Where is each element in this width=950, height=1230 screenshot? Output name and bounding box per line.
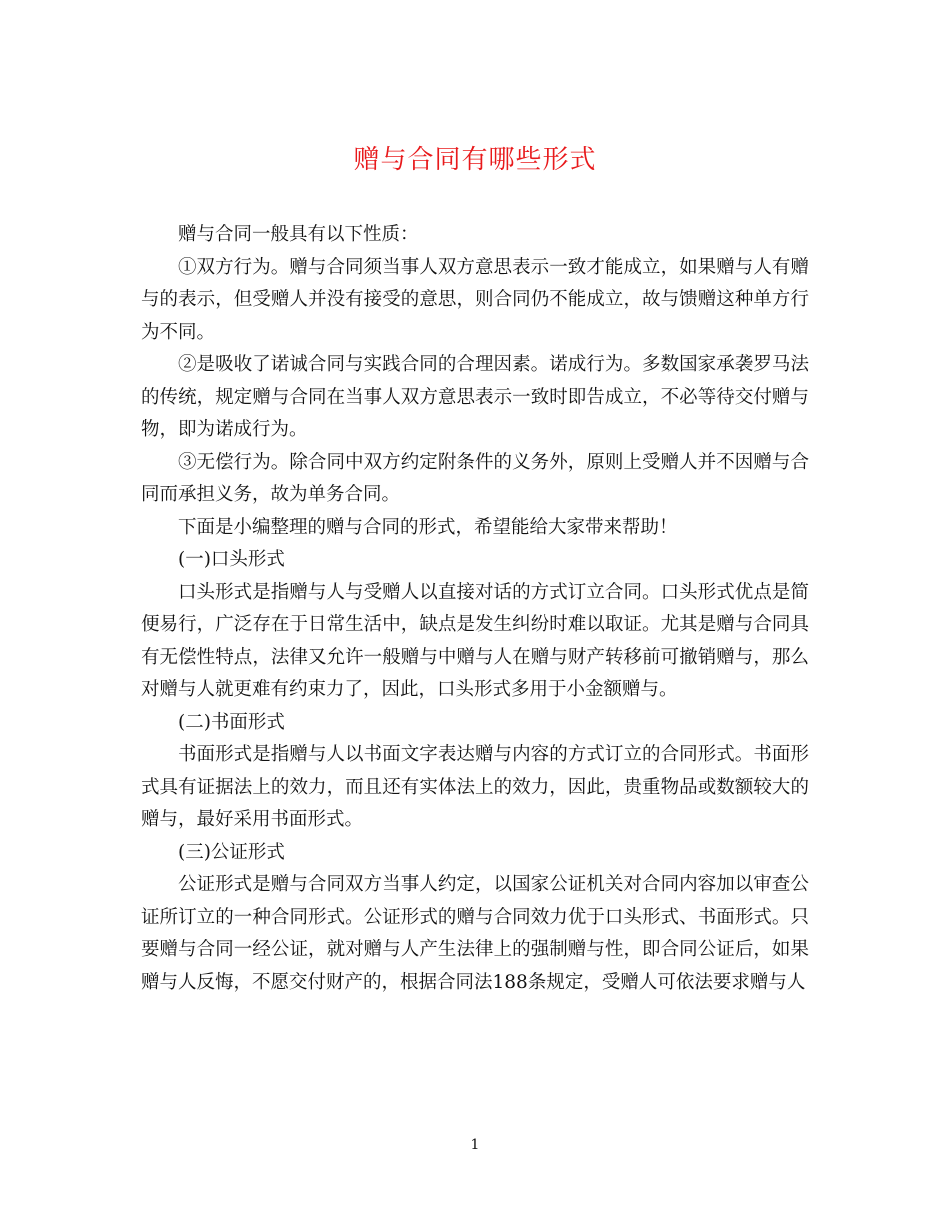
paragraph-transition: 下面是小编整理的赠与合同的形式，希望能给大家带来帮助！ <box>178 516 678 538</box>
paragraph-intro: 赠与合同一般具有以下性质： <box>178 224 419 245</box>
paragraph-bilateral: ①双方行为。赠与合同须当事人双方意思表示一致才能成立，如果赠与人有赠与的表示，但受赠人并没有接受的意思，则合同仍不能成立，故与馈赠这种单方行为不同。 <box>141 256 809 343</box>
section-heading-oral: (一)口头形式 <box>178 549 285 570</box>
section-heading-notarized: (三)公证形式 <box>178 841 285 863</box>
page-number: 1 <box>470 1137 480 1153</box>
section-heading-written: (二)书面形式 <box>178 711 285 733</box>
paragraph-gratuitous: ③无偿行为。除合同中双方约定附条件的义务外，原则上受赠人并不因赠与合同而承担义务，故为单务合同。 <box>141 451 809 505</box>
document-title: 赠与合同有哪些形式 <box>353 145 597 175</box>
paragraph-oral: 口头形式是指赠与人与受赠人以直接对话的方式订立合同。口头形式优点是简便易行，广泛存在于日常生活中，缺点是发生纠纷时难以取证。尤其是赠与合同具有无偿性特点，法律又允许一般赠与中赠与人在赠与财产转移前可撤销赠与，那么对赠与人就更难有约束力了，因此，口头形式多用于小金额赠与。 <box>141 581 809 700</box>
paragraph-consensual: ②是吸收了诺诚合同与实践合同的合理因素。诺成行为。多数国家承袭罗马法的传统，规定赠与合同在当事人双方意思表示一致时即告成立，不必等待交付赠与物，即为诺成行为。 <box>141 354 809 440</box>
paragraph-written: 书面形式是指赠与人以书面文字表达赠与内容的方式订立的合同形式。书面形式具有证据法上的效力，而且还有实体法上的效力，因此，贵重物品或数额较大的赠与，最好采用书面形式。 <box>141 744 809 830</box>
document-body <box>141 219 809 999</box>
paragraph-notarized: 公证形式是赠与合同双方当事人约定，以国家公证机关对合同内容加以审查公证所订立的一种合同形式。公证形式的赠与合同效力优于口头形式、书面形式。只要赠与合同一经公证，就对赠与人产生法律上的强制赠与性，即合同公证后，如果赠与人反悔，不愿交付财产的，根据合同法188条规定，受赠人可依法要求赠与人 <box>141 874 809 993</box>
